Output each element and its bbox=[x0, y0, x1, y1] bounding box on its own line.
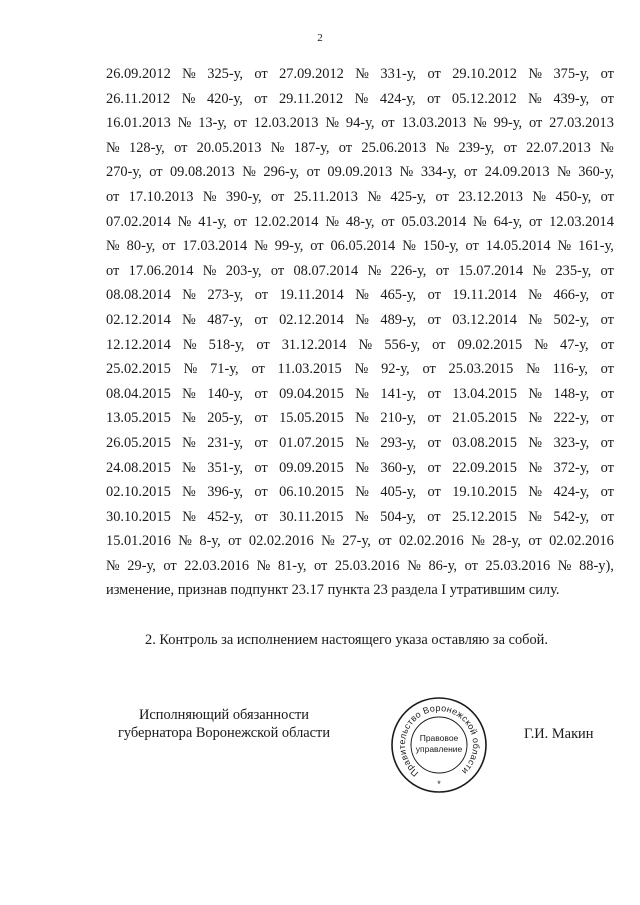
body-line: 08.08.2014 № 273-у, от 19.11.2014 № 465-у, от 19.11.2014 № 466-у, от bbox=[106, 287, 614, 304]
body-line: 15.01.2016 № 8-у, от 02.02.2016 № 27-у, от 02.02.2016 № 28-у, от 02.02.2016 bbox=[106, 533, 614, 550]
stamp-star: * bbox=[437, 779, 441, 789]
stamp-center-line-1: Правовое bbox=[419, 733, 459, 743]
body-line: 13.05.2015 № 205-у, от 15.05.2015 № 210-у, от 21.05.2015 № 222-у, от bbox=[106, 410, 614, 427]
stamp-ring-text: Правительство Воронежской области bbox=[396, 702, 482, 779]
body-line: 02.10.2015 № 396-у, от 06.10.2015 № 405-у, от 19.10.2015 № 424-у, от bbox=[106, 484, 614, 501]
signatory-title bbox=[118, 706, 330, 742]
body-line: № 80-у, от 17.03.2014 № 99-у, от 06.05.2014 № 150-у, от 14.05.2014 № 161-у, bbox=[106, 238, 614, 255]
paragraph-2: 2. Контроль за исполнением настоящего указа оставляю за собой. bbox=[145, 632, 548, 648]
signatory-title-line-1: Исполняющий обязанности bbox=[139, 707, 310, 723]
body-line: 25.02.2015 № 71-у, от 11.03.2015 № 92-у, от 25.03.2015 № 116-у, от bbox=[106, 361, 614, 378]
body-line: 12.12.2014 № 518-у, от 31.12.2014 № 556-у, от 09.02.2015 № 47-у, от bbox=[106, 336, 614, 353]
body-line: № 29-у, от 22.03.2016 № 81-у, от 25.03.2016 № 86-у, от 25.03.2016 № 88-у), bbox=[106, 557, 614, 574]
body-line: № 128-у, от 20.05.2013 № 187-у, от 25.06.2013 № 239-у, от 22.07.2013 № bbox=[106, 139, 614, 156]
body-line: 08.04.2015 № 140-у, от 09.04.2015 № 141-у, от 13.04.2015 № 148-у, от bbox=[106, 385, 614, 402]
body-line: 26.09.2012 № 325-у, от 27.09.2012 № 331-у, от 29.10.2012 № 375-у, от bbox=[106, 66, 614, 82]
body-line: от 17.10.2013 № 390-у, от 25.11.2013 № 425-у, от 23.12.2013 № 450-у, от bbox=[106, 188, 614, 205]
signatory-title-line-2: губернатора Воронежской области bbox=[118, 725, 331, 741]
body-line: 07.02.2014 № 41-у, от 12.02.2014 № 48-у, от 05.03.2014 № 64-у, от 12.03.2014 bbox=[106, 213, 614, 230]
signatory-name: Г.И. Макин bbox=[524, 726, 594, 742]
body-line: 30.10.2015 № 452-у, от 30.11.2015 № 504-у, от 25.12.2015 № 542-у, от bbox=[106, 508, 614, 525]
page-number: 2 bbox=[317, 32, 323, 44]
stamp-center-line-2: управление bbox=[415, 744, 463, 754]
official-stamp bbox=[375, 693, 503, 793]
body-line: 26.11.2012 № 420-у, от 29.11.2012 № 424-у, от 05.12.2012 № 439-у, от bbox=[106, 90, 614, 107]
body-text bbox=[106, 62, 614, 603]
body-line: 16.01.2013 № 13-у, от 12.03.2013 № 94-у, от 13.03.2013 № 99-у, от 27.03.2013 bbox=[106, 115, 614, 132]
body-line: 24.08.2015 № 351-у, от 09.09.2015 № 360-у, от 22.09.2015 № 372-у, от bbox=[106, 459, 614, 476]
body-line: изменение, признав подпункт 23.17 пункта 23 раздела I утратившим силу. bbox=[106, 582, 560, 599]
body-line: 26.05.2015 № 231-у, от 01.07.2015 № 293-у, от 03.08.2015 № 323-у, от bbox=[106, 434, 614, 451]
body-line: 270-у, от 09.08.2013 № 296-у, от 09.09.2013 № 334-у, от 24.09.2013 № 360-у, bbox=[106, 164, 614, 181]
body-line: от 17.06.2014 № 203-у, от 08.07.2014 № 226-у, от 15.07.2014 № 235-у, от bbox=[106, 262, 614, 279]
body-line: 02.12.2014 № 487-у, от 02.12.2014 № 489-у, от 03.12.2014 № 502-у, от bbox=[106, 311, 614, 328]
